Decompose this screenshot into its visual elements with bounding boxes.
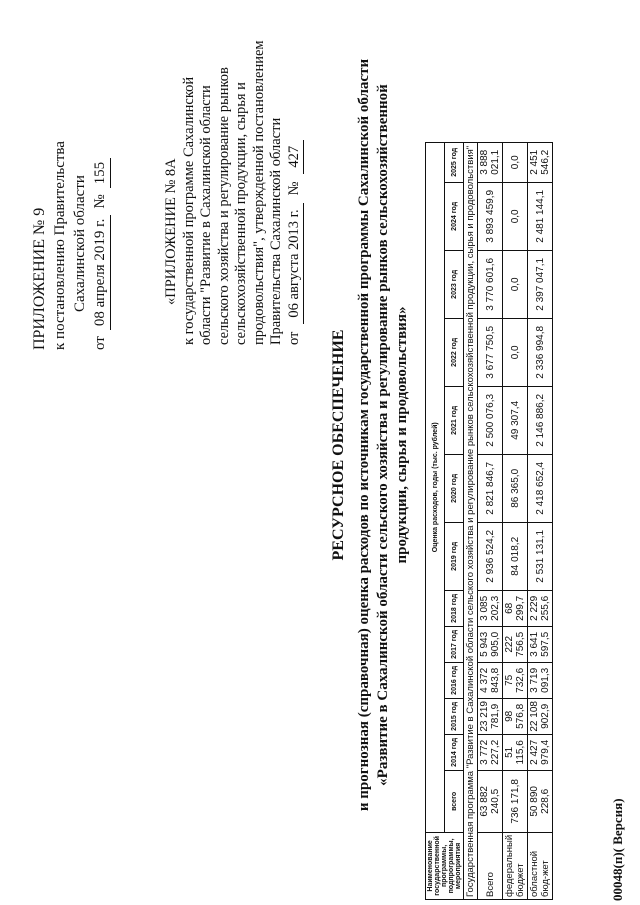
year-header: 2022 год: [445, 318, 464, 386]
value-cell: 3 772 227,2: [478, 734, 503, 770]
table-header-row: [426, 142, 445, 899]
footer-code: 00048(п)( Версия): [610, 798, 625, 901]
value-cell: 3 677 750,5: [478, 318, 503, 386]
appendix-8a-block: [163, 40, 304, 345]
document-subtitle: и прогнозная (справочная) оценка расходов по источникам государственной программы Сахалинской области «Развитие в Сахалинской области сельского хозяйства и регулирование рынков сельскохозяйственной продукции, сырья и продовольствия»: [356, 58, 410, 812]
appendix-8a-date-line: [286, 40, 305, 345]
year-header: 2017 год: [445, 626, 464, 662]
value-cell: 2 336 994,8: [528, 318, 553, 386]
value-cell: 2 821 846,7: [478, 454, 503, 522]
value-cell: 2 418 652,4: [528, 454, 553, 522]
value-cell: 51 115,6: [503, 734, 528, 770]
from-label: от: [92, 336, 108, 350]
col-name-header: Наименование государственной программы, подпрограммы, мероприятия: [426, 832, 464, 899]
value-cell: 68 299,7: [503, 590, 528, 626]
value-cell: 2 451 546,2: [528, 142, 553, 182]
value-cell: 222 756,5: [503, 626, 528, 662]
year-header: 2023 год: [445, 250, 464, 318]
resource-table: [425, 142, 553, 900]
value-cell: 736 171,8: [503, 770, 528, 832]
value-cell: 2 146 886,2: [528, 386, 553, 454]
value-cell: 2 397 047,1: [528, 250, 553, 318]
table-row: [478, 142, 503, 899]
table-row: [528, 142, 553, 899]
program-title-cell: Государственная программа "Развитие в Сахалинской области сельского хозяйства и регулирование рынков сельскохозяйственной продукции, сырья и продовольствия": [464, 142, 478, 899]
appendix-9-date-line: [90, 50, 111, 350]
value-cell: 98 576,8: [503, 698, 528, 734]
value-cell: 75 732,6: [503, 662, 528, 698]
appendix-9-block: [30, 50, 111, 350]
appendix-9-line1: к постановлению Правительства: [52, 141, 68, 350]
group-header: Оценка расходов, годы (тыс. рублей): [426, 142, 445, 832]
col-total-header: всего: [445, 770, 464, 832]
value-cell: 0,0: [503, 142, 528, 182]
year-header: 2021 год: [445, 386, 464, 454]
appendix-9-title: ПРИЛОЖЕНИЕ № 9: [31, 207, 48, 350]
value-cell: 3 893 459,9: [478, 182, 503, 250]
year-header: 2016 год: [445, 662, 464, 698]
year-header: 2020 год: [445, 454, 464, 522]
decree-date: 08 апреля 2019 г.: [90, 215, 111, 331]
program-row: [464, 142, 478, 899]
value-cell: 0,0: [503, 250, 528, 318]
value-cell: 49 307,4: [503, 386, 528, 454]
year-header: 2025 год: [445, 142, 464, 182]
row-label: федеральный бюджет: [503, 832, 528, 899]
value-cell: 3 641 597,5: [528, 626, 553, 662]
value-cell: 3 085 202,3: [478, 590, 503, 626]
number-sign: №: [285, 181, 302, 196]
table-row: [503, 142, 528, 899]
year-header: 2018 год: [445, 590, 464, 626]
value-cell: 2 531 131,1: [528, 522, 553, 590]
value-cell: 2 427 979,4: [528, 734, 553, 770]
appendix-8a-title: «ПРИЛОЖЕНИЕ № 8А: [163, 158, 179, 305]
row-label: областной бюд-жет: [528, 832, 553, 899]
value-cell: 84 018,2: [503, 522, 528, 590]
value-cell: 3 888 021,1: [478, 142, 503, 182]
row-label: Всего: [478, 832, 503, 899]
year-header: 2015 год: [445, 698, 464, 734]
value-cell: 5 943 905,0: [478, 626, 503, 662]
value-cell: 3 770 601,6: [478, 250, 503, 318]
value-cell: 22 108 902,9: [528, 698, 553, 734]
value-cell: 86 365,0: [503, 454, 528, 522]
table-body: [464, 142, 553, 899]
value-cell: 23 219 781,9: [478, 698, 503, 734]
program-date: 06 августа 2013 г.: [286, 203, 305, 323]
document-title: РЕСУРСНОЕ ОБЕСПЕЧЕНИЕ: [330, 329, 347, 561]
year-header: 2019 год: [445, 522, 464, 590]
value-cell: 63 882 240,5: [478, 770, 503, 832]
value-cell: 2 936 524,2: [478, 522, 503, 590]
year-header: 2024 год: [445, 182, 464, 250]
value-cell: 2 481 144,1: [528, 182, 553, 250]
value-cell: 0,0: [503, 318, 528, 386]
appendix-8a-text: к государственной программе Сахалинской области "Развитие в Сахалинской области сельского хозяйства и регулирование рынков сельскохозяйственной продукции, сырья и продовольствия", утвержденной постановлением Правительства Сахалинской области: [180, 40, 284, 345]
program-number: 427: [286, 140, 305, 174]
number-sign: №: [92, 194, 108, 209]
value-cell: 50 890 228,6: [528, 770, 553, 832]
value-cell: 3 719 091,3: [528, 662, 553, 698]
from-label: от: [285, 331, 302, 345]
appendix-9-line2: Сахалинской области: [72, 175, 88, 312]
value-cell: 2 229 255,6: [528, 590, 553, 626]
year-header-row: [445, 142, 464, 899]
value-cell: 2 500 076,3: [478, 386, 503, 454]
value-cell: 4 372 843,8: [478, 662, 503, 698]
value-cell: 0,0: [503, 182, 528, 250]
year-header: 2014 год: [445, 734, 464, 770]
decree-number: 155: [90, 158, 111, 189]
